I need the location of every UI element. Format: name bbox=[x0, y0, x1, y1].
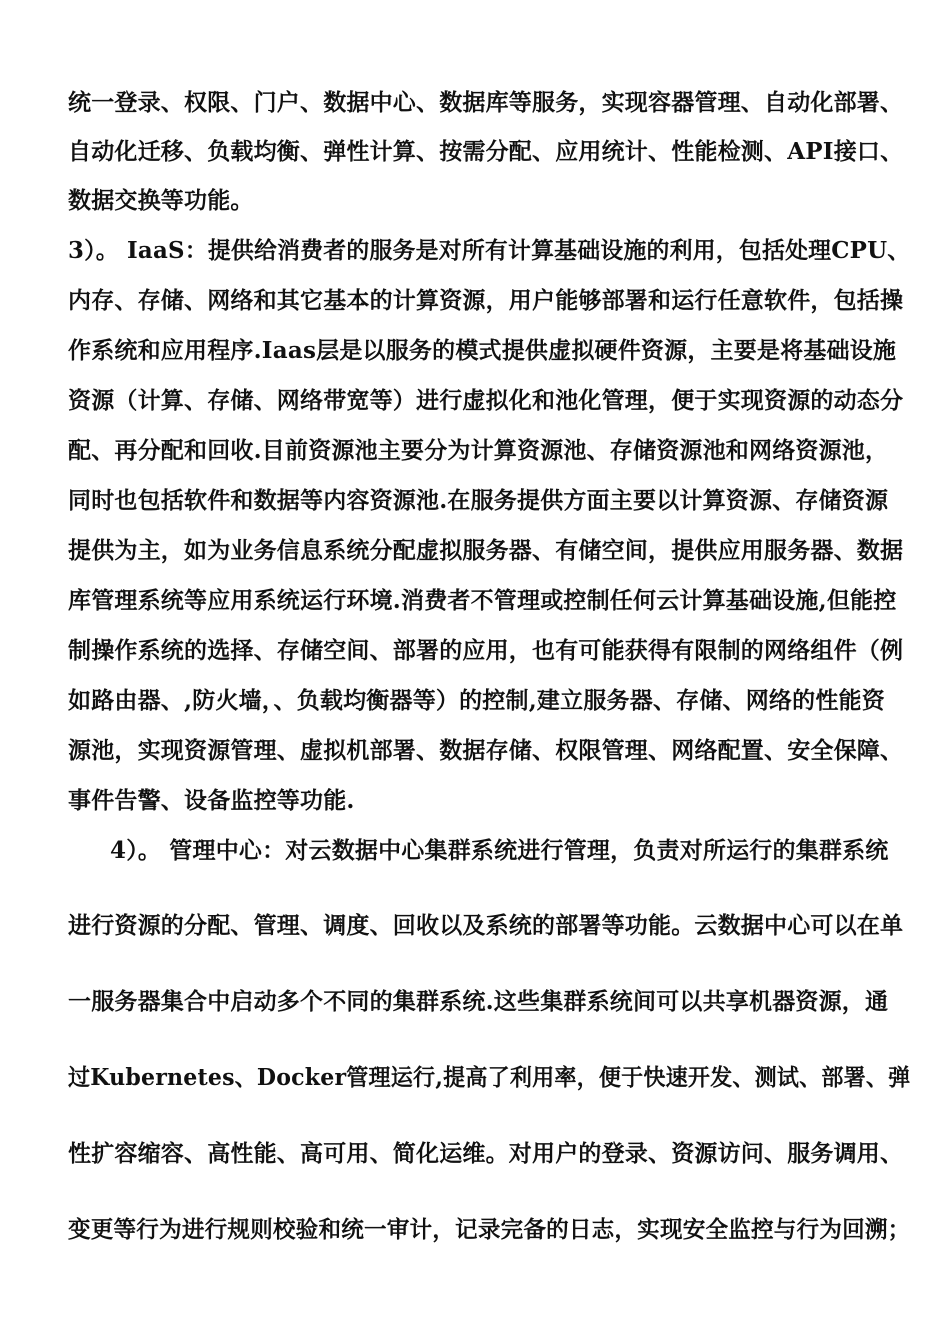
text-line: 源池，实现资源管理、虚拟机部署、数据存储、权限管理、网络配置、安全保障、 bbox=[68, 737, 904, 764]
text-line: 资源（计算、存储、网络带宽等）进行虚拟化和池化管理，便于实现资源的动态分 bbox=[68, 387, 904, 414]
text-line: 同时也包括软件和数据等内容资源池.在服务提供方面主要以计算资源、存储资源 bbox=[68, 487, 889, 514]
text-line: 如路由器、,防火墙，、负载均衡器等）的控制,建立服务器、存储、网络的性能资 bbox=[68, 687, 885, 714]
text-line: 库管理系统等应用系统运行环境.消费者不管理或控制任何云计算基础设施,但能控 bbox=[68, 587, 897, 614]
text-line: 变更等行为进行规则校验和统一审计，记录完备的日志，实现安全监控与行为回溯； bbox=[68, 1216, 911, 1243]
text-line: 提供为主，如为业务信息系统分配虚拟服务器、有储空间，提供应用服务器、数据 bbox=[68, 537, 904, 564]
text-line: 事件告警、设备监控等功能. bbox=[68, 787, 355, 814]
text-line: 3）。 IaaS：提供给消费者的服务是对所有计算基础设施的利用，包括处理CPU、 bbox=[68, 237, 911, 264]
text-line: 过Kubernetes、Docker管理运行,提高了利用率，便于快速开发、测试、部署、弹 bbox=[68, 1064, 911, 1091]
text-line: 自动化迁移、负载均衡、弹性计算、按需分配、应用统计、性能检测、API接口、 bbox=[68, 138, 904, 165]
text-line: 配、再分配和回收.目前资源池主要分为计算资源池、存储资源池和网络资源池， bbox=[68, 437, 889, 464]
text-line: 作系统和应用程序.Iaas层是以服务的模式提供虚拟硬件资源，主要是将基础设施 bbox=[68, 337, 897, 364]
text-line: 制操作系统的选择、存储空间、部署的应用，也有可能获得有限制的网络组件（例 bbox=[68, 637, 904, 664]
text-line: 统一登录、权限、门户、数据中心、数据库等服务，实现容器管理、自动化部署、 bbox=[68, 89, 904, 116]
text-line: 进行资源的分配、管理、调度、回收以及系统的部署等功能。云数据中心可以在单 bbox=[68, 912, 904, 939]
text-line: 4）。 管理中心：对云数据中心集群系统进行管理，负责对所运行的集群系统 bbox=[110, 837, 889, 864]
text-line: 一服务器集合中启动多个不同的集群系统.这些集群系统间可以共享机器资源，通 bbox=[68, 988, 889, 1015]
text-line: 内存、存储、网络和其它基本的计算资源，用户能够部署和运行任意软件，包括操 bbox=[68, 287, 904, 314]
text-line: 数据交换等功能。 bbox=[68, 187, 254, 214]
text-line: 性扩容缩容、高性能、高可用、简化运维。对用户的登录、资源访问、服务调用、 bbox=[68, 1140, 904, 1167]
